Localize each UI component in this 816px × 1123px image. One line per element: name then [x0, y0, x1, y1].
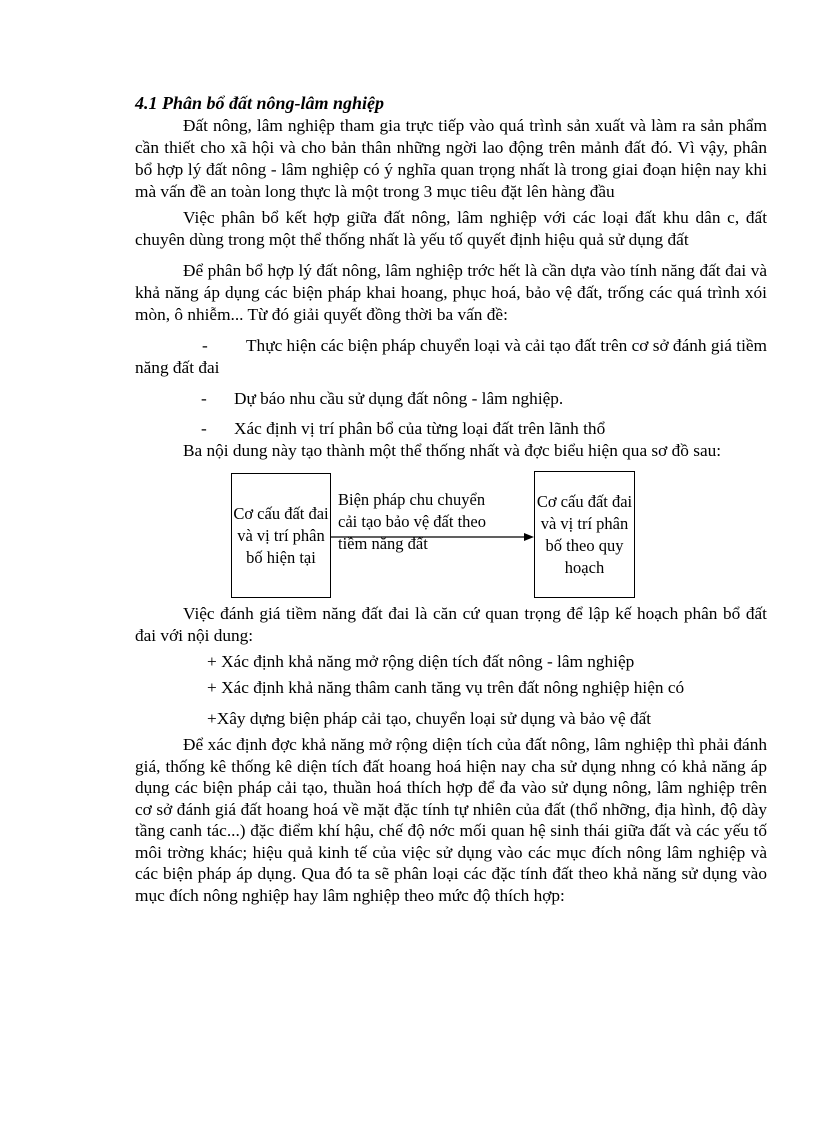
- transition-line-2: cải tạo bảo vệ đất theo: [338, 512, 486, 531]
- paragraph-3: Để phân bổ hợp lý đất nông, lâm nghiệp trớc hết là cần dựa vào tính năng đất đai và khả năng áp dụng các biện pháp khai hoang, phục hoá, bảo vệ đất, trống các quá trình xói mòn, ô nhiễm... Từ đó giải quyết đồng thời ba vấn đề:: [135, 261, 767, 324]
- planned-structure-label: Cơ cấu đất đai và vị trí phân bố theo quy hoạch: [536, 491, 633, 577]
- paragraph-6: Để xác định đợc khả năng mở rộng diện tích của đất nông, lâm nghiệp thì phải đánh giá, thống kê thống kê diện tích đất hoang hoá hiện nay cha sử dụng nhng có khả năng áp dụng các biện pháp cải tạo, thuần hoá thích hợp để đa vào sử dụng nông, lâm nghiệp trên cơ sở đánh giá đất hoang hoá về mặt đặc tính tự nhiên của đất (thổ nhỡng, địa hình, độ dày tầng canh tác...) đặc điểm khí hậu, chế độ nớc mối quan hệ sinh thái giữa đất và các yếu tố môi trờng khác; hiệu quả kinh tế của việc sử dụng vào các mục đích nông lâm nghiệp và các biện pháp áp dụng. Qua đó ta sẽ phân loại các đặc tính đất theo khả năng sử dụng vào mục đích nông nghiệp hay lâm nghiệp theo mức độ thích hợp:: [135, 735, 767, 905]
- bullet-item-1: [135, 335, 767, 379]
- bullet-text: Dự báo nhu cầu sử dụng đất nông - lâm nghiệp.: [234, 389, 564, 408]
- bullet-text: Xác định vị trí phân bổ của từng loại đất trên lãnh thổ: [234, 419, 606, 438]
- plus-item-1: + Xác định khả năng mở rộng diện tích đất nông - lâm nghiệp: [207, 652, 635, 671]
- current-structure-label: Cơ cấu đất đai và vị trí phân bố hiện tại: [233, 503, 329, 567]
- plus-item-2: + Xác định khả năng thâm canh tăng vụ trên đất nông nghiệp hiện có: [207, 678, 685, 697]
- document-page: [135, 90, 767, 906]
- bullet-text: Thực hiện các biện pháp chuyển loại và cải tạo đất trên cơ sở đánh giá tiềm năng đất đai: [135, 336, 767, 377]
- paragraph-4: Ba nội dung này tạo thành một thể thống nhất và đợc biểu hiện qua sơ đồ sau:: [183, 441, 722, 460]
- flow-diagram: [135, 467, 767, 603]
- planned-structure-box: [534, 471, 635, 598]
- paragraph-1: Đất nông, lâm nghiệp tham gia trực tiếp vào quá trình sản xuất và làm ra sản phẩm cần thiết cho xã hội và cho bản thân những ngời lao động trên mảnh đất đó. Vì vậy, phân bổ hợp lý đất nông - lâm nghiệp có ý nghĩa quan trọng nhất là trong giai đoạn hiện nay khi mà vấn đề an toàn long thực là một trong 3 mục tiêu đặt lên hàng đầu: [135, 116, 767, 201]
- plus-item-3: +Xây dựng biện pháp cải tạo, chuyển loại sử dụng và bảo vệ đất: [207, 709, 652, 728]
- bullet-item-3: [135, 418, 767, 440]
- section-heading: 4.1 Phân bổ đất nông-lâm nghiệp: [135, 93, 385, 113]
- bullet-dash: -: [201, 389, 207, 408]
- bullet-dash: -: [202, 336, 208, 355]
- transition-line-1: Biện pháp chu chuyển: [338, 490, 486, 509]
- transition-line-3: tiềm năng đất: [338, 534, 428, 553]
- paragraph-5: Việc đánh giá tiềm năng đất đai là căn cứ quan trọng để lập kế hoạch phân bổ đất đai với nội dung:: [135, 604, 767, 645]
- bullet-item-2: [135, 388, 767, 410]
- current-structure-box: [231, 473, 331, 598]
- bullet-dash: -: [201, 419, 207, 438]
- transition-measures-label: [338, 489, 533, 555]
- paragraph-2: Việc phân bổ kết hợp giữa đất nông, lâm nghiệp với các loại đất khu dân c, đất chuyên dùng trong một thể thống nhất là yếu tố quyết định hiệu quả sử dụng đất: [135, 208, 767, 249]
